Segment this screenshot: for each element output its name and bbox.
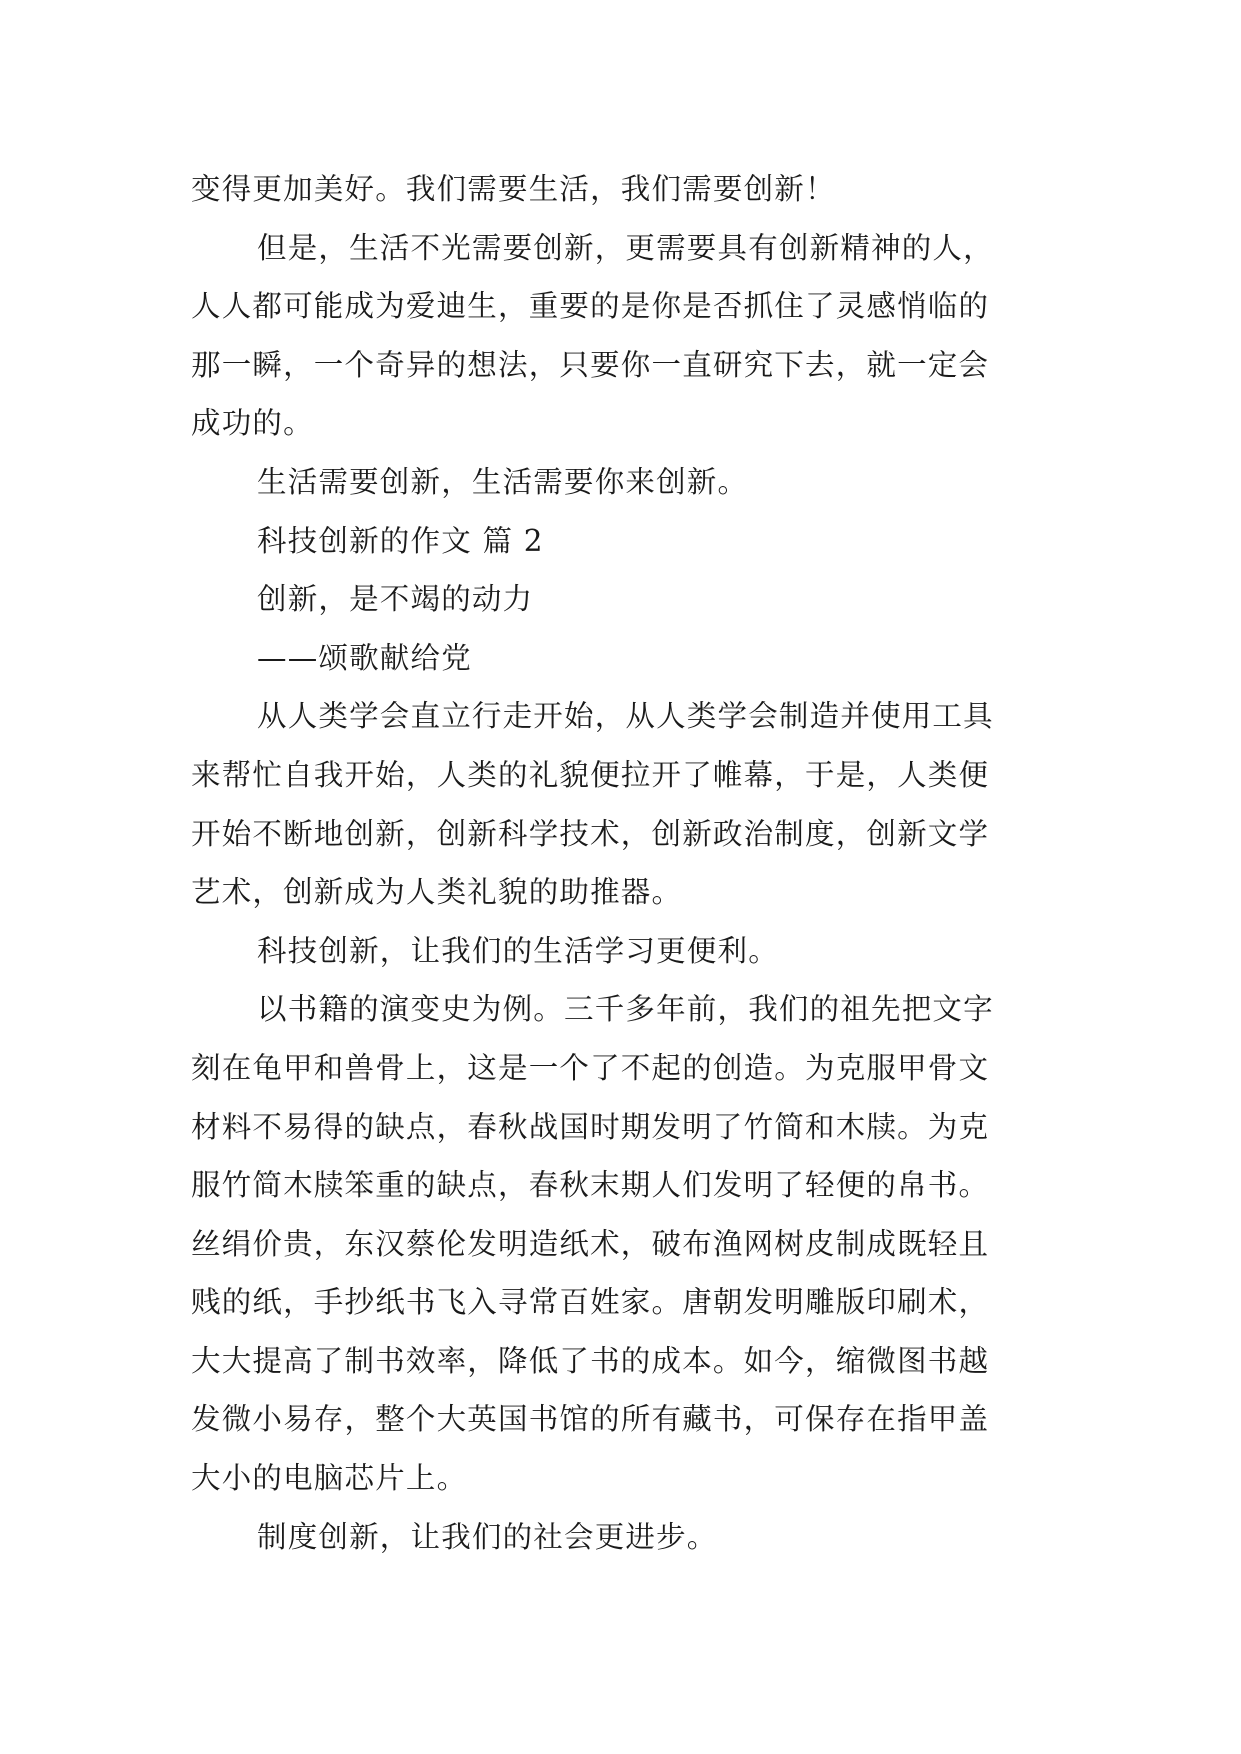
text-line: 贱的纸，手抄纸书飞入寻常百姓家。唐朝发明雕版印刷术， bbox=[191, 1285, 990, 1320]
document-body bbox=[191, 160, 1061, 1566]
section-heading: 科技创新的作文 篇 2 bbox=[257, 523, 544, 558]
text-line: 从人类学会直立行走开始，从人类学会制造并使用工具 bbox=[257, 699, 994, 734]
text-line: 制度创新，让我们的社会更进步。 bbox=[257, 1519, 718, 1554]
text-line: 生活需要创新，生活需要你来创新。 bbox=[257, 464, 749, 499]
text-line: 开始不断地创新，创新科学技术，创新政治制度，创新文学 bbox=[191, 816, 990, 851]
text-line: 发微小易存，整个大英国书馆的所有藏书，可保存在指甲盖 bbox=[191, 1402, 990, 1437]
text-line: 大小的电脑芯片上。 bbox=[191, 1461, 468, 1496]
text-line: 以书籍的演变史为例。三千多年前，我们的祖先把文字 bbox=[257, 992, 994, 1027]
essay-title: 创新，是不竭的动力 bbox=[257, 582, 534, 617]
text-line: 大大提高了制书效率，降低了书的成本。如今，缩微图书越 bbox=[191, 1343, 990, 1378]
text-line: 艺术，创新成为人类礼貌的助推器。 bbox=[191, 875, 683, 910]
essay-subtitle: ——颂歌献给党 bbox=[257, 640, 472, 675]
text-line: 刻在龟甲和兽骨上，这是一个了不起的创造。为克服甲骨文 bbox=[191, 1050, 990, 1085]
text-line: 成功的。 bbox=[191, 406, 314, 441]
text-line: 服竹简木牍笨重的缺点，春秋末期人们发明了轻便的帛书。 bbox=[191, 1168, 990, 1203]
text-line: 那一瞬，一个奇异的想法，只要你一直研究下去，就一定会 bbox=[191, 347, 990, 382]
text-line: 变得更加美好。我们需要生活，我们需要创新！ bbox=[191, 172, 836, 206]
text-line: 但是，生活不光需要创新，更需要具有创新精神的人， bbox=[257, 230, 994, 265]
text-line: 人人都可能成为爱迪生，重要的是你是否抓住了灵感悄临的 bbox=[191, 289, 990, 324]
text-line: 科技创新，让我们的生活学习更便利。 bbox=[257, 933, 779, 968]
text-line: 丝绢价贵，东汉蔡伦发明造纸术，破布渔网树皮制成既轻且 bbox=[191, 1226, 990, 1261]
text-line: 来帮忙自我开始，人类的礼貌便拉开了帷幕，于是，人类便 bbox=[191, 757, 990, 792]
text-line: 材料不易得的缺点，春秋战国时期发明了竹简和木牍。为克 bbox=[191, 1109, 990, 1144]
